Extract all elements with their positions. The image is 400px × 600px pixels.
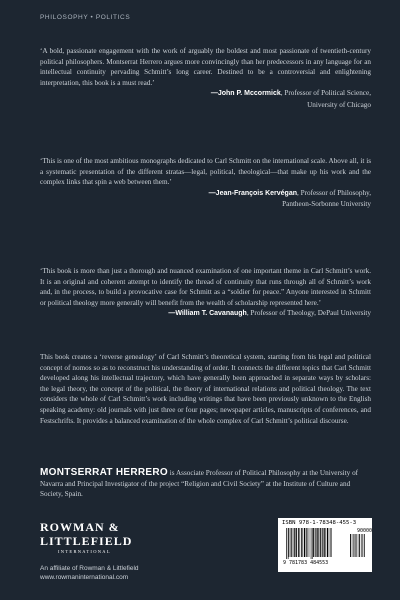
barcode-bar: [308, 528, 309, 557]
isbn-number: ISBN 978-1-78348-455-3: [282, 520, 357, 526]
category-label: PHILOSOPHY • POLITICS: [40, 14, 131, 21]
quote-text: ‘This book is more than just a thorough and nuanced examination of one important theme in Carl Schmitt’s work. It is an original and coherent attempt to identify the thread of continuity that runs through all of Schmitt’s work and, in the process, to build a provocative case for Schmitt as a “soldier for peace.” Anyone interested in Schmitt or political theology more generally will benefit from the wealth of scholarship represented here.’: [40, 267, 371, 307]
quote-author-title: , Professor of Philosophy,: [296, 188, 371, 197]
barcode-bar: [298, 528, 299, 557]
author-bio: [40, 468, 371, 500]
quote-author: —William T. Cavanaugh: [168, 310, 247, 318]
barcode-bar: [311, 528, 312, 559]
barcode-bar: [291, 528, 292, 557]
barcode-addon-bar: [350, 534, 351, 557]
quote-author-title: , Professor of Theology, DePaul University: [246, 309, 371, 318]
publisher-logo-line2: LITTLEFIELD: [40, 534, 133, 548]
quote-text: ‘A bold, passionate engagement with the work of arguably the boldest and most passionate of twentieth-century political philosophers. Montserrat Herrero argues more convincingly than her predecessors in any language for an intellectual continuity pervading Schmitt’s long career. Destined to be a controversial and enlightening interpretation, this book is a must read.’: [40, 47, 371, 87]
barcode-bar: [318, 528, 319, 557]
quote-author-affiliation: University of Chicago: [307, 100, 371, 109]
quote-attribution: [40, 88, 371, 110]
author-name: MONTSERRAT HERRERO: [40, 467, 168, 478]
barcode-bar: [313, 528, 314, 557]
publisher-url: www.rowmaninternational.com: [40, 573, 129, 581]
isbn-barcode: [278, 518, 372, 572]
barcode-digits: 9 781783 484553: [283, 560, 329, 566]
quote-author-title: , Professor of Political Science,: [280, 89, 371, 98]
barcode-addon-bar: [362, 534, 363, 557]
description-text: This book creates a ‘reverse genealogy’ of Carl Schmitt’s theoretical system, starting from his legal and political concept of nomos so as to reconstruct his understanding of order. It connects the different topics that Carl Schmitt developed along his intellectual trajectory, which have generally been approached in separate ways by scholars: the legal theory, the concept of the political, the theory of international relations and political theology. The text considers the whole of Carl Schmitt’s work including writings that have been previously unknown to the English speaking academy: old journals with just three or four pages; newspaper articles, manuscripts of conferences, and Festschrifts. It provides a balanced examination of the whole complex of Carl Schmitt’s political discourse.: [40, 353, 371, 425]
barcode-addon-bar: [358, 534, 359, 557]
barcode-bar: [320, 528, 321, 557]
barcode-addon-bar: [364, 534, 365, 557]
price-code: 90000: [357, 528, 373, 534]
barcode-bar: [331, 528, 332, 557]
barcode-bar: [294, 528, 295, 557]
barcode-bar: [325, 528, 326, 557]
barcode-bar: [301, 528, 302, 557]
barcode-bar: [315, 528, 316, 557]
book-description: [40, 352, 371, 426]
barcode-bar: [302, 528, 303, 557]
barcode-bar: [286, 528, 287, 559]
barcode-bar: [304, 528, 305, 557]
barcode-bar: [329, 528, 330, 557]
barcode-addon-bar: [361, 534, 362, 557]
quote-author-affiliation: Pantheon-Sorbonne University: [282, 200, 371, 209]
barcode-bar: [300, 528, 301, 557]
barcode-addon-bar: [353, 534, 354, 557]
barcode-bar: [324, 528, 325, 557]
barcode-bar: [288, 528, 289, 559]
quote-author: —John P. Mccormick: [210, 90, 281, 98]
barcode-bar: [309, 528, 310, 557]
barcode-bar: [290, 528, 291, 557]
quote-author: —Jean-François Kervégan: [208, 189, 297, 197]
endorsement-quote-2: [40, 156, 371, 210]
publisher-affiliate: An affiliate of Rowman & Littlefield: [40, 565, 139, 572]
quote-attribution: [40, 188, 371, 210]
barcode-bar: [293, 528, 294, 557]
barcode-addon-bar: [355, 534, 356, 557]
barcode-bar: [312, 528, 313, 559]
barcode-addon-bar: [352, 534, 353, 557]
quote-text: ‘This is one of the most ambitious monographs dedicated to Carl Schmitt on the international scale. Above all, it is a systematic presentation of the different stratas—legal, political, theological—that make up his work and the complex links that spin a web between them.’: [40, 157, 371, 187]
barcode-graphic: [282, 527, 373, 566]
endorsement-quote-3: [40, 266, 371, 320]
barcode-addon-bar: [356, 534, 357, 557]
author-bio-text: is Associate Professor of Political Philosophy at the University of Navarra and Principal Investigator of the project “Religion and Civil Society” at the Institute of Culture and Society, Spain.: [40, 469, 359, 499]
barcode-bar: [306, 528, 307, 557]
barcode-bar: [327, 528, 328, 557]
endorsement-quote-1: [40, 46, 371, 111]
barcode-bar: [330, 528, 331, 557]
barcode-bar: [289, 528, 290, 557]
publisher-logo-line3: INTERNATIONAL: [58, 549, 111, 554]
barcode-bar: [322, 528, 323, 557]
barcode-addon-bar: [359, 534, 360, 557]
barcode-bar: [296, 528, 297, 557]
publisher-info: [40, 565, 139, 582]
publisher-logo: [40, 520, 150, 555]
publisher-logo-line1: ROWMAN &: [40, 520, 120, 534]
quote-attribution: [40, 308, 371, 320]
barcode-bar: [317, 528, 318, 557]
